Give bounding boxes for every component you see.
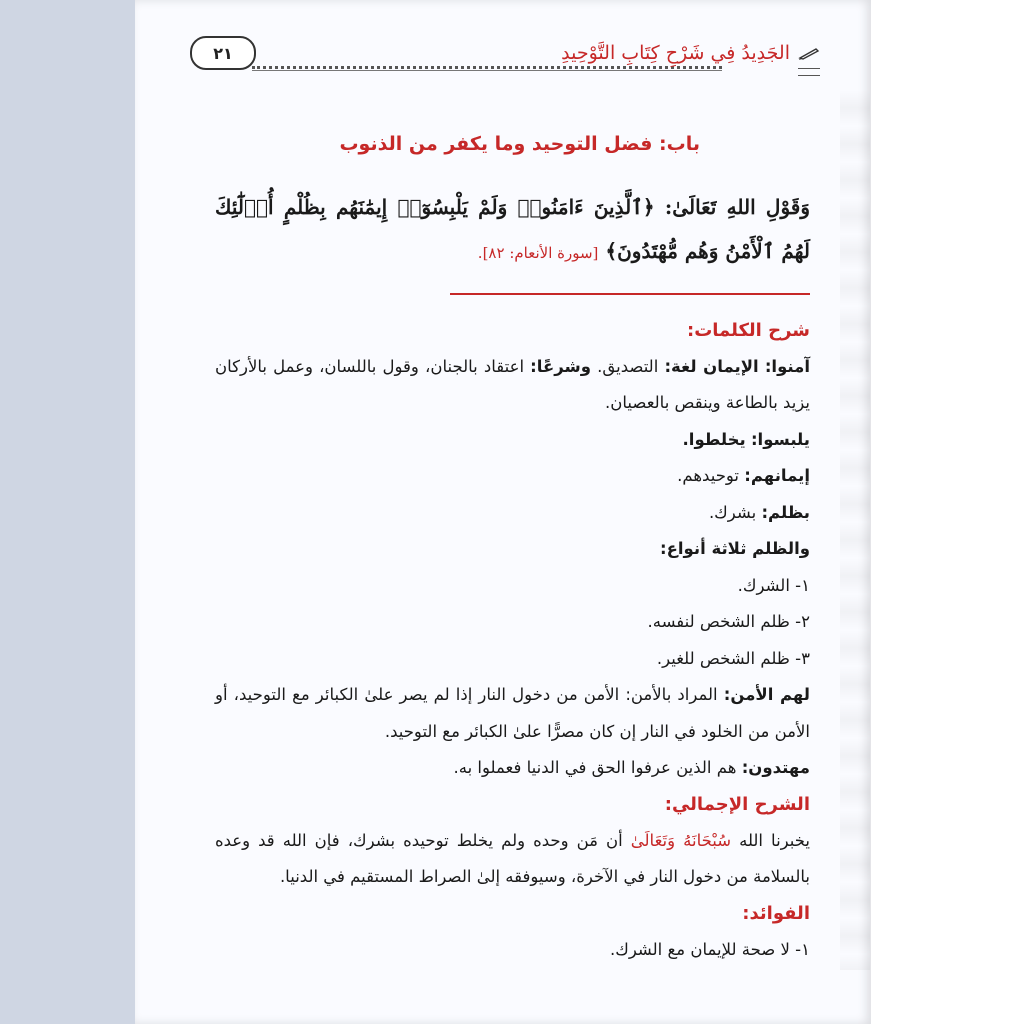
term: إيمانهم: xyxy=(744,466,810,485)
term: مهتدون: xyxy=(741,758,810,777)
term: لهم الأمن: xyxy=(723,685,810,704)
section-divider xyxy=(450,293,810,295)
vocab-yalbisu xyxy=(215,422,810,459)
summary-part: أن مَن وحده ولم يخلط توحيده بشرك، فإن الله قد وعده بالسلامة من دخول النار في الآخرة، وسيوفقه إلىٰ الصراط المستقيم في الدنيا. xyxy=(215,830,810,886)
zulm-type-item: ٢- ظلم الشخص لنفسه. xyxy=(647,612,810,631)
term: الإيمان لغة: xyxy=(664,356,759,376)
page-content xyxy=(215,130,810,968)
vocab-muhtadun xyxy=(215,750,810,787)
glorification-phrase: سُبْحَانَهُ وَتَعَالَىٰ xyxy=(630,830,732,850)
definition: توحيدهم. xyxy=(677,466,740,485)
show-through-text xyxy=(840,90,870,970)
surah-reference: [سورة الأنعام: ٨٢]. xyxy=(477,243,599,262)
benefits-heading: الفوائد: xyxy=(742,902,810,924)
verse-intro: وَقَوْلِ اللهِ تَعَالَىٰ: xyxy=(664,194,810,219)
definition: بشرك. xyxy=(708,502,757,522)
definition: هم الذين عرفوا الحق في الدنيا فعملوا به. xyxy=(453,758,737,777)
header-rule-thin xyxy=(252,70,722,71)
header-rule xyxy=(252,66,722,69)
page-number: ٢١ xyxy=(190,36,256,70)
benefit-item: ١- لا صحة للإيمان مع الشرك. xyxy=(609,939,810,959)
verse-text: ﴿ٱلَّذِينَ ءَامَنُوا۟ وَلَمْ يَلْبِسُوٓا۟ إِيمَٰنَهُم بِظُلْمٍ أُو۟لَٰٓئِكَ لَهُمُ ٱلْأَمْنُ وَهُم مُّهْتَدُونَ﴾ xyxy=(215,194,810,263)
vocab-bizulm xyxy=(215,495,810,532)
term: بظلم: xyxy=(761,502,810,522)
book-title: الجَدِيدُ فِي شَرْحِ كِتَابِ التَّوْحِيدِ xyxy=(561,42,790,64)
term: يلبسوا: xyxy=(750,429,810,449)
summary-heading: الشرح الإجمالي: xyxy=(664,793,810,815)
definition: اعتقاد بالجنان، وقول باللسان، وعمل بالأركان يزيد بالطاعة وينقص بالعصيان. xyxy=(215,356,810,412)
quran-verse xyxy=(215,185,810,275)
vocab-imanahum xyxy=(215,458,810,495)
chapter-title: باب: فضل التوحيد وما يكفر من الذنوب xyxy=(339,133,700,155)
vocab-amanu xyxy=(215,349,810,422)
page-margin xyxy=(871,0,1024,1024)
term: آمنوا: xyxy=(764,356,811,376)
vocab-amn xyxy=(215,677,810,750)
summary-text xyxy=(215,823,810,896)
vocab-heading: شرح الكلمات: xyxy=(687,319,810,341)
header-ornament xyxy=(798,68,820,76)
definition: يخلطوا. xyxy=(682,429,746,449)
zulm-type-item: ١- الشرك. xyxy=(737,575,810,595)
pen-icon xyxy=(798,46,820,60)
zulm-types-intro: والظلم ثلاثة أنواع: xyxy=(660,539,810,558)
definition: المراد بالأمن: الأمن من دخول النار إذا لم يصر علىٰ الكبائر مع التوحيد، أو الأمن من الخلود في النار إن كان مصرًّا علىٰ الكبائر مع التوحيد. xyxy=(215,685,810,741)
zulm-type-item: ٣- ظلم الشخص للغير. xyxy=(656,648,810,668)
term: وشرعًا: xyxy=(530,356,591,376)
summary-part: يخبرنا الله xyxy=(739,830,810,850)
running-header xyxy=(190,30,820,80)
definition: التصديق. xyxy=(597,356,659,376)
